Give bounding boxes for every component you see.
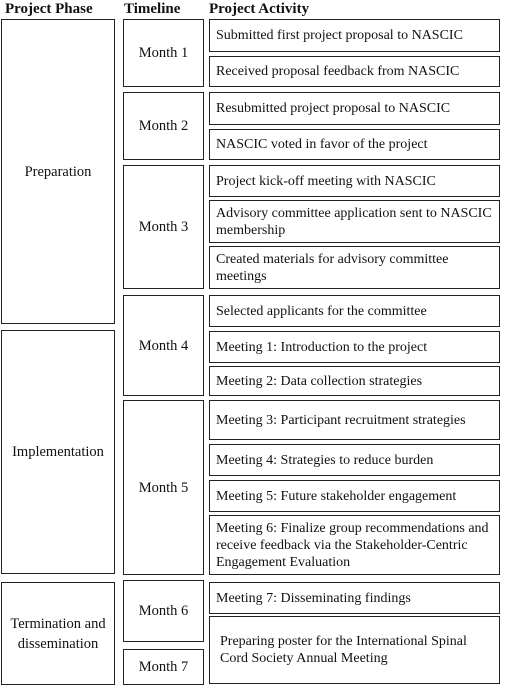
- activity-box: [209, 56, 500, 87]
- activity-box: [209, 582, 500, 614]
- activity-label: Received proposal feedback from NASCIC: [216, 64, 460, 79]
- activity-label: Project kick-off meeting with NASCIC: [216, 173, 436, 189]
- activity-label: Meeting 6: Finalize group recommendations and receive feedback via the Stakeholder-Centric Engagement Evaluation: [216, 520, 489, 570]
- month-3: [123, 165, 204, 289]
- activity-label: Submitted first project proposal to NASCIC: [216, 28, 463, 43]
- activity-box: [209, 480, 500, 512]
- activity-box: [209, 200, 500, 243]
- header-timeline: Timeline: [124, 1, 181, 17]
- month-5: [123, 400, 204, 575]
- month-4: [123, 295, 204, 396]
- activity-label: Meeting 2: Data collection strategies: [216, 373, 423, 389]
- month-label: Month 5: [138, 479, 189, 496]
- activity-label: Meeting 7: Disseminating findings: [216, 590, 411, 606]
- activity-box: [209, 92, 500, 125]
- month-7: [123, 649, 204, 685]
- header-project-activity: Project Activity: [209, 1, 310, 17]
- activity-label: Meeting 3: Participant recruitment strategies: [216, 412, 466, 428]
- activity-label: Meeting 5: Future stakeholder engagement: [216, 488, 457, 504]
- month-label: Month 1: [138, 45, 189, 61]
- activity-box: [209, 246, 500, 289]
- activity-label: Created materials for advisory committee meetings: [216, 251, 449, 284]
- activity-label: Meeting 1: Introduction to the project: [216, 339, 428, 355]
- phase-preparation: [1, 19, 115, 324]
- activity-box: [209, 400, 500, 440]
- activity-label: Meeting 4: Strategies to reduce burden: [216, 452, 434, 468]
- month-6: [123, 580, 204, 642]
- month-label: Month 2: [138, 118, 189, 134]
- month-label: Month 4: [138, 337, 189, 354]
- month-2: [123, 92, 204, 160]
- header-project-phase: Project Phase: [5, 1, 93, 17]
- phase-label: Implementation: [12, 444, 104, 460]
- phase-label: Preparation: [24, 163, 92, 180]
- activity-label: Advisory committee application sent to NASCIC membership: [216, 205, 492, 238]
- activity-box: [209, 295, 500, 327]
- activity-box: [209, 165, 500, 197]
- activity-label: NASCIC voted in favor of the project: [216, 137, 428, 152]
- phase-implementation: [1, 330, 115, 574]
- activity-box: [209, 616, 500, 684]
- activity-box: [209, 444, 500, 476]
- activity-label: Selected applicants for the committee: [216, 303, 427, 319]
- activity-box: [209, 19, 500, 52]
- month-1: [123, 19, 204, 87]
- month-label: Month 7: [138, 659, 189, 675]
- phase-termination-dissemination: [1, 582, 115, 685]
- activity-box: [209, 515, 500, 575]
- activity-label: Preparing poster for the International Spinal Cord Society Annual Meeting: [220, 634, 467, 666]
- month-label: Month 3: [138, 219, 189, 235]
- activity-box: [209, 129, 500, 160]
- activity-label: Resubmitted project proposal to NASCIC: [216, 101, 451, 116]
- phase-label: Termination and dissemination: [10, 615, 106, 652]
- month-label: Month 6: [138, 603, 189, 619]
- activity-box: [209, 366, 500, 396]
- activity-box: [209, 331, 500, 363]
